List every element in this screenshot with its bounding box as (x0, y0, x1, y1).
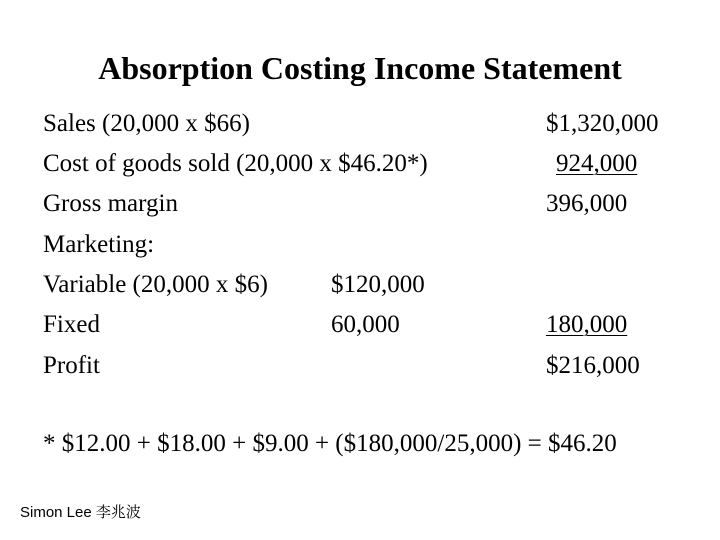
fixed-amount: 60,000 (331, 311, 400, 338)
marketing-label: Marketing: (43, 231, 155, 258)
gross-margin-total: 396,000 (546, 190, 628, 217)
cogs-total: 924,000 (556, 150, 638, 177)
page-title: Absorption Costing Income Statement (98, 50, 622, 86)
variable-label: Variable (20,000 x $6) (43, 271, 268, 298)
author-credit: Simon Lee 李兆波 (20, 504, 141, 521)
gross-margin-label: Gross margin (43, 190, 178, 217)
cogs-label: Cost of goods sold (20,000 x $46.20*) (43, 150, 428, 177)
sales-total: $1,320,000 (546, 110, 659, 137)
variable-amount: $120,000 (331, 271, 425, 298)
fixed-label: Fixed (43, 311, 100, 338)
profit-total: $216,000 (546, 352, 640, 379)
profit-label: Profit (43, 352, 100, 379)
footnote: * $12.00 + $18.00 + $9.00 + ($180,000/25,000) = $46.20 (43, 430, 617, 457)
marketing-total: 180,000 (546, 311, 628, 338)
sales-label: Sales (20,000 x $66) (43, 110, 250, 137)
